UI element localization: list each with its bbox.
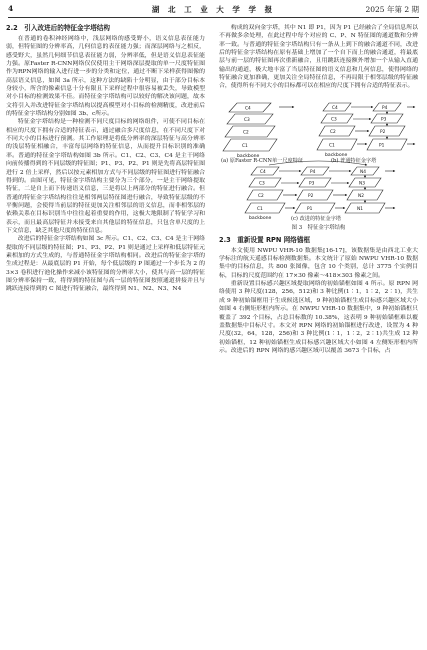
node-label: P4 xyxy=(382,105,388,111)
caption-c: (c) 改进的特征金字塔 xyxy=(291,215,342,222)
node-label: C1 xyxy=(242,143,248,149)
paragraph: 改进后的特征金字塔结构如图 3c 所示。C1、C2、C3、C4 是主干网络提取的不同层级的特征图；P1、P3、P2、P1 则是通过上采样和低层特征元素相加的方式生成的，与普通特征金字塔结构相同。改进后的特征金字塔的生成过程是：从最底层的 P1 开始，每个低层级的 P 图通过一个步长为 2 的 3×3 卷积进行池化操作来减小该特征图的分辨率大小，使其与高一层的特征图分辨率保持一致，将得到的特征图与高一层的特征图按照通道拼接并且与跳跃连接得到的 C 图进行特征融合，最终得到 N1、N2、N3、N4 xyxy=(6,236,205,293)
node-label: C1 xyxy=(257,206,263,212)
node-label: N3 xyxy=(359,181,365,187)
backbone-label: backbone xyxy=(249,215,272,221)
node-label: P4 xyxy=(310,169,316,175)
node-label: C4 xyxy=(332,105,338,111)
journal-title: 湖 北 工 业 大 学 学 报 xyxy=(151,5,276,14)
node-label: C3 xyxy=(259,181,265,187)
node-label: P1 xyxy=(307,206,313,212)
paragraph: 构成的双向金字塔，其中 N1 即 P1，因为 P1 已经融合了全局信息所以不再做多余处理，在此过程中每个对应的 C、P、N 特征图的通道数和分辨率一致。与普通的特征金字塔结构只有一条从上到下的融合通道不同，改进后的特征金字塔结构在原有基础上增加了一个自下而上的融合通道，将最底层与前一层的特征图再次重新融合，且用跳跃连接额外增加一个从输入直通输出的通道，极大地丰富了当层特征图的语义信息和几何信息，使得网络的特征融合更加准确，更加关注全局特征信息，不再局限于相邻层级的特征融合，使得所有不同大小的目标都可以在相应的尺度下拥有合适的特征表示。 xyxy=(219,25,418,90)
node-label: C2 xyxy=(258,193,264,199)
right-column xyxy=(219,24,418,355)
node-label: C2 xyxy=(243,130,249,136)
node-label: P2 xyxy=(380,129,386,135)
caption-a: (a) 原Faster R-CNN单一尺度特征 xyxy=(221,157,304,164)
node-label: C2 xyxy=(330,129,336,135)
page-header xyxy=(8,3,419,18)
node-label: C3 xyxy=(331,117,337,123)
figure-3-title: 图 3 特征金字塔结构 xyxy=(291,224,346,231)
node-label: C4 xyxy=(245,106,251,112)
backbone-layer-1 xyxy=(223,139,277,151)
figure-3 xyxy=(219,95,418,223)
node-label: N1 xyxy=(357,206,363,212)
node-label: C4 xyxy=(260,169,266,175)
issue-label: 2025 年第 2 期 xyxy=(365,5,419,14)
node-label: P1 xyxy=(379,143,385,149)
node-label: P3 xyxy=(381,117,387,123)
node-label: P3 xyxy=(309,181,315,187)
node-label: C1 xyxy=(329,143,335,149)
node-label: C3 xyxy=(244,117,250,123)
paragraph: 特征金字塔结构是一种检测不同尺度目标的网络组件，可使不同目标在相应的尺度下拥有合适的特征表示，通过融合多尺度信息，在不同尺度下对不同大小的目标进行预测。其工作原理是将低分辨率的深层特征与高分辨率的浅层特征相融合，丰富每层网络的特征信息，从而提升目标识别的准确率。普通的特征金字塔结构如图 3b 所示。C1、C2、C3、C4 是主干网络向前传播得到的不同层级的特征图；P1、P3、P2、P1 则是先将高层特征图进行 2 倍上采样，然后以按元素相加方式与不同层级的特征图进行特征融合得到的。由图可见，特征金字塔结构主要分为三个部分，一是主干网络提取特征，二是自上而下传递语义信息，三是将以上两部分的特征进行融合。但普通的特征金字塔结构往往是相邻两层特征图进行融合，导致特征层级的不平衡问题，会使得当前层的特征更加关注相邻层的语义信息，而非相邻层的依赖关系在目标识别当中往往起着重要的作用，这极大地限制了特征学习和表示，而且最高层特征并未接受来自其他层的特征信息，只包含单尺度的上下文信息，缺乏其他尺度的特征信息。 xyxy=(6,119,205,234)
backbone-label: backbone xyxy=(325,152,348,158)
node-label: P2 xyxy=(308,193,314,199)
page-number: 4 xyxy=(8,4,14,13)
backbone-layer-2 xyxy=(225,126,275,137)
paragraph: 重新设置目标感兴趣区域提取网络的初始锚框如图 4 所示。原 RPN 网络使用 3 种尺度(128，256，512)和 3 种比例(1∶1，1∶2，2∶1)，共生成 9 种初始锚框用于生成候选区域，9 种初始锚框生成目标感兴趣区域大小如图 4 右侧矩形框内所示。在 NWPU VHR-10 数据集中，9 种初始锚框只覆盖了 392 个目标，占总目标数的 10.38%，这表明 9 种初始锚框难以覆盖数据集中目标尺寸。本文对 RPN 网络的初始锚框进行改进，设置为 4 种尺度(32，64，128，256)和 3 种比例(1∶1，1∶2，2∶1)共生成 12 种初始锚框，12 种初始锚框生成目标感兴趣区域大小如图 4 左侧矩形框内所示。改进后的 RPN 网络的感兴趣区域可以覆盖 3673 个目标，占 xyxy=(219,281,418,354)
caption-b: (b) 普通特征金字塔 xyxy=(331,157,377,164)
section-2-3-heading: 2.3 重新设置 RPN 网络锚框 xyxy=(219,235,311,244)
paragraph: 在普通的卷积神经网络中，浅层网络的感受野小，语义信息表征能力弱，但特征图的分辨率高，几何信息的表征能力强；而深层网络与之相反，感受野大，虽然几何细节信息表征能力弱，分辨率低，但是语义信息表征能力强。原Faster R-CNN网络仅仅使用主干网络深层提取的单一尺度特征图作为RPN网络的输入进行进一步的分类和定位，通过不断下采样获得图像的高层语义信息，如图 3a 所示，这种方法的缺陷十分明显，由于部分目标本身较小，所含的像素信息十分有限且下采样过程中很容易被丢失，导致模型对小目标的检测效果不佳。而特征金字塔结构可以较好的解决该问题，故本文将引入并改进特征金字塔结构以提高模型对小目标的检测精度，改进前后的特征金字塔结构分别如图 3b、c所示。 xyxy=(6,36,205,118)
node-label: N2 xyxy=(358,193,364,199)
section-2-2-heading: 2.2 引入改进后的特征金字塔结构 xyxy=(6,24,110,32)
paragraph: 本文使用 NWPU VHR-10 数据集[16-17]，该数据集是由西北工业大学标注的航天遥感目标检测数据集。本文统计了原始 NWPU VHR-10 数据集中的目标信息，共 800 张图像，包含 10 个类别，总计 3775 个实例目标，目标的尺度范围约在 17×30 像素～418×303 像素之间。 xyxy=(219,247,418,279)
backbone-label: backbone xyxy=(237,153,260,159)
node-label: N4 xyxy=(360,169,366,175)
backbone-layer-3 xyxy=(227,114,273,124)
left-column xyxy=(6,24,205,294)
